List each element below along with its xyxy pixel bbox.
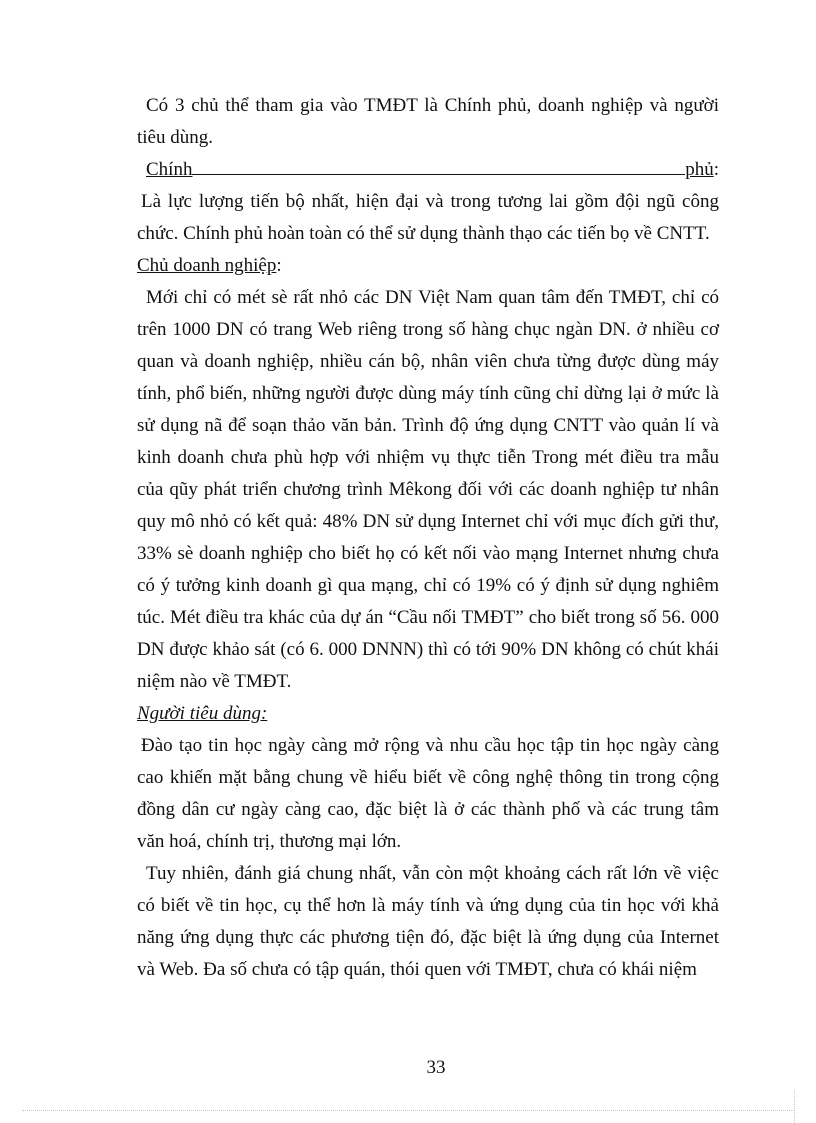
government-heading-right: phủ [685,159,714,180]
business-paragraph: Mới chỉ có mét sè rất nhỏ các DN Việt Nam quan tâm đến TMĐT, chỉ có trên 1000 DN có trang Web riêng trong số hàng chục ngàn DN. ở nhiều cơ quan và doanh nghiệp, nhiều cán bộ, nhân viên chưa từng được dùng máy tính, phổ biến, những người được dùng máy tính cũng chỉ dừng lại ở mức là sử dụng nã để soạn thảo văn bản. Trình độ ứng dụng CNTT vào quản lí và kinh doanh chưa phù hợp với nhiệm vụ thực tiễn Trong mét điều tra mẫu của qũy phát triển chương trình Mêkong đối với các doanh nghiệp tư nhân quy mô nhỏ có kết quả: 48% DN sử dụng Internet chỉ với mục đích gửi thư, 33% sè doanh nghiệp cho biết họ có kết nối vào mạng Internet nhưng chưa có ý tưởng kinh doanh gì qua mạng, chỉ có 19% có ý định sử dụng nghiêm túc. Mét điều tra khác của dự án “Cầu nối TMĐT” cho biết trong số 56. 000 DN được khảo sát (có 6. 000 DNNN) thì có tới 90% DN không có chút khái niệm nào về TMĐT. [137,287,719,692]
page-body [137,90,719,986]
business-heading-text: Chủ doanh nghiệp [137,255,277,276]
consumer-paragraph-2: Tuy nhiên, đánh giá chung nhất, vẫn còn một khoảng cách rất lớn về việc có biết về tin học, cụ thể hơn là máy tính và ứng dụng của tin học với khả năng ứng dụng thực các phương tiện đó, đặc biệt là ứng dụng của Internet và Web. Đa số chưa có tập quán, thói quen với TMĐT, chưa có khái niệm [137,863,719,980]
government-heading-left: Chính [146,159,193,180]
government-paragraph: Là lực lượng tiến bộ nhất, hiện đại và trong tương lai gồm đội ngũ công chức. Chính phủ hoàn toàn có thể sử dụng thành thạo các tiến bọ về CNTT. [137,191,719,244]
consumer-heading: Người tiêu dùng: [137,703,268,724]
intro-paragraph: Có 3 chủ thể tham gia vào TMĐT là Chính phủ, doanh nghiệp và người tiêu dùng. [137,95,719,148]
government-heading-colon: : [713,159,719,180]
government-heading [146,154,719,186]
business-heading-colon: : [276,255,282,276]
page-number: 33 [426,1057,446,1078]
page-right-border [794,1090,795,1123]
page-bottom-border [22,1110,794,1111]
business-heading [137,250,719,282]
government-heading-underline-fill [192,155,685,175]
consumer-paragraph-1: Đào tạo tin học ngày càng mở rộng và nhu cầu học tập tin học ngày càng cao khiến mặt bằng chung về hiểu biết về công nghệ thông tin trong cộng đồng dân cư ngày càng cao, đặc biệt là ở các thành phố và các trung tâm văn hoá, chính trị, thương mại lớn. [137,735,719,852]
